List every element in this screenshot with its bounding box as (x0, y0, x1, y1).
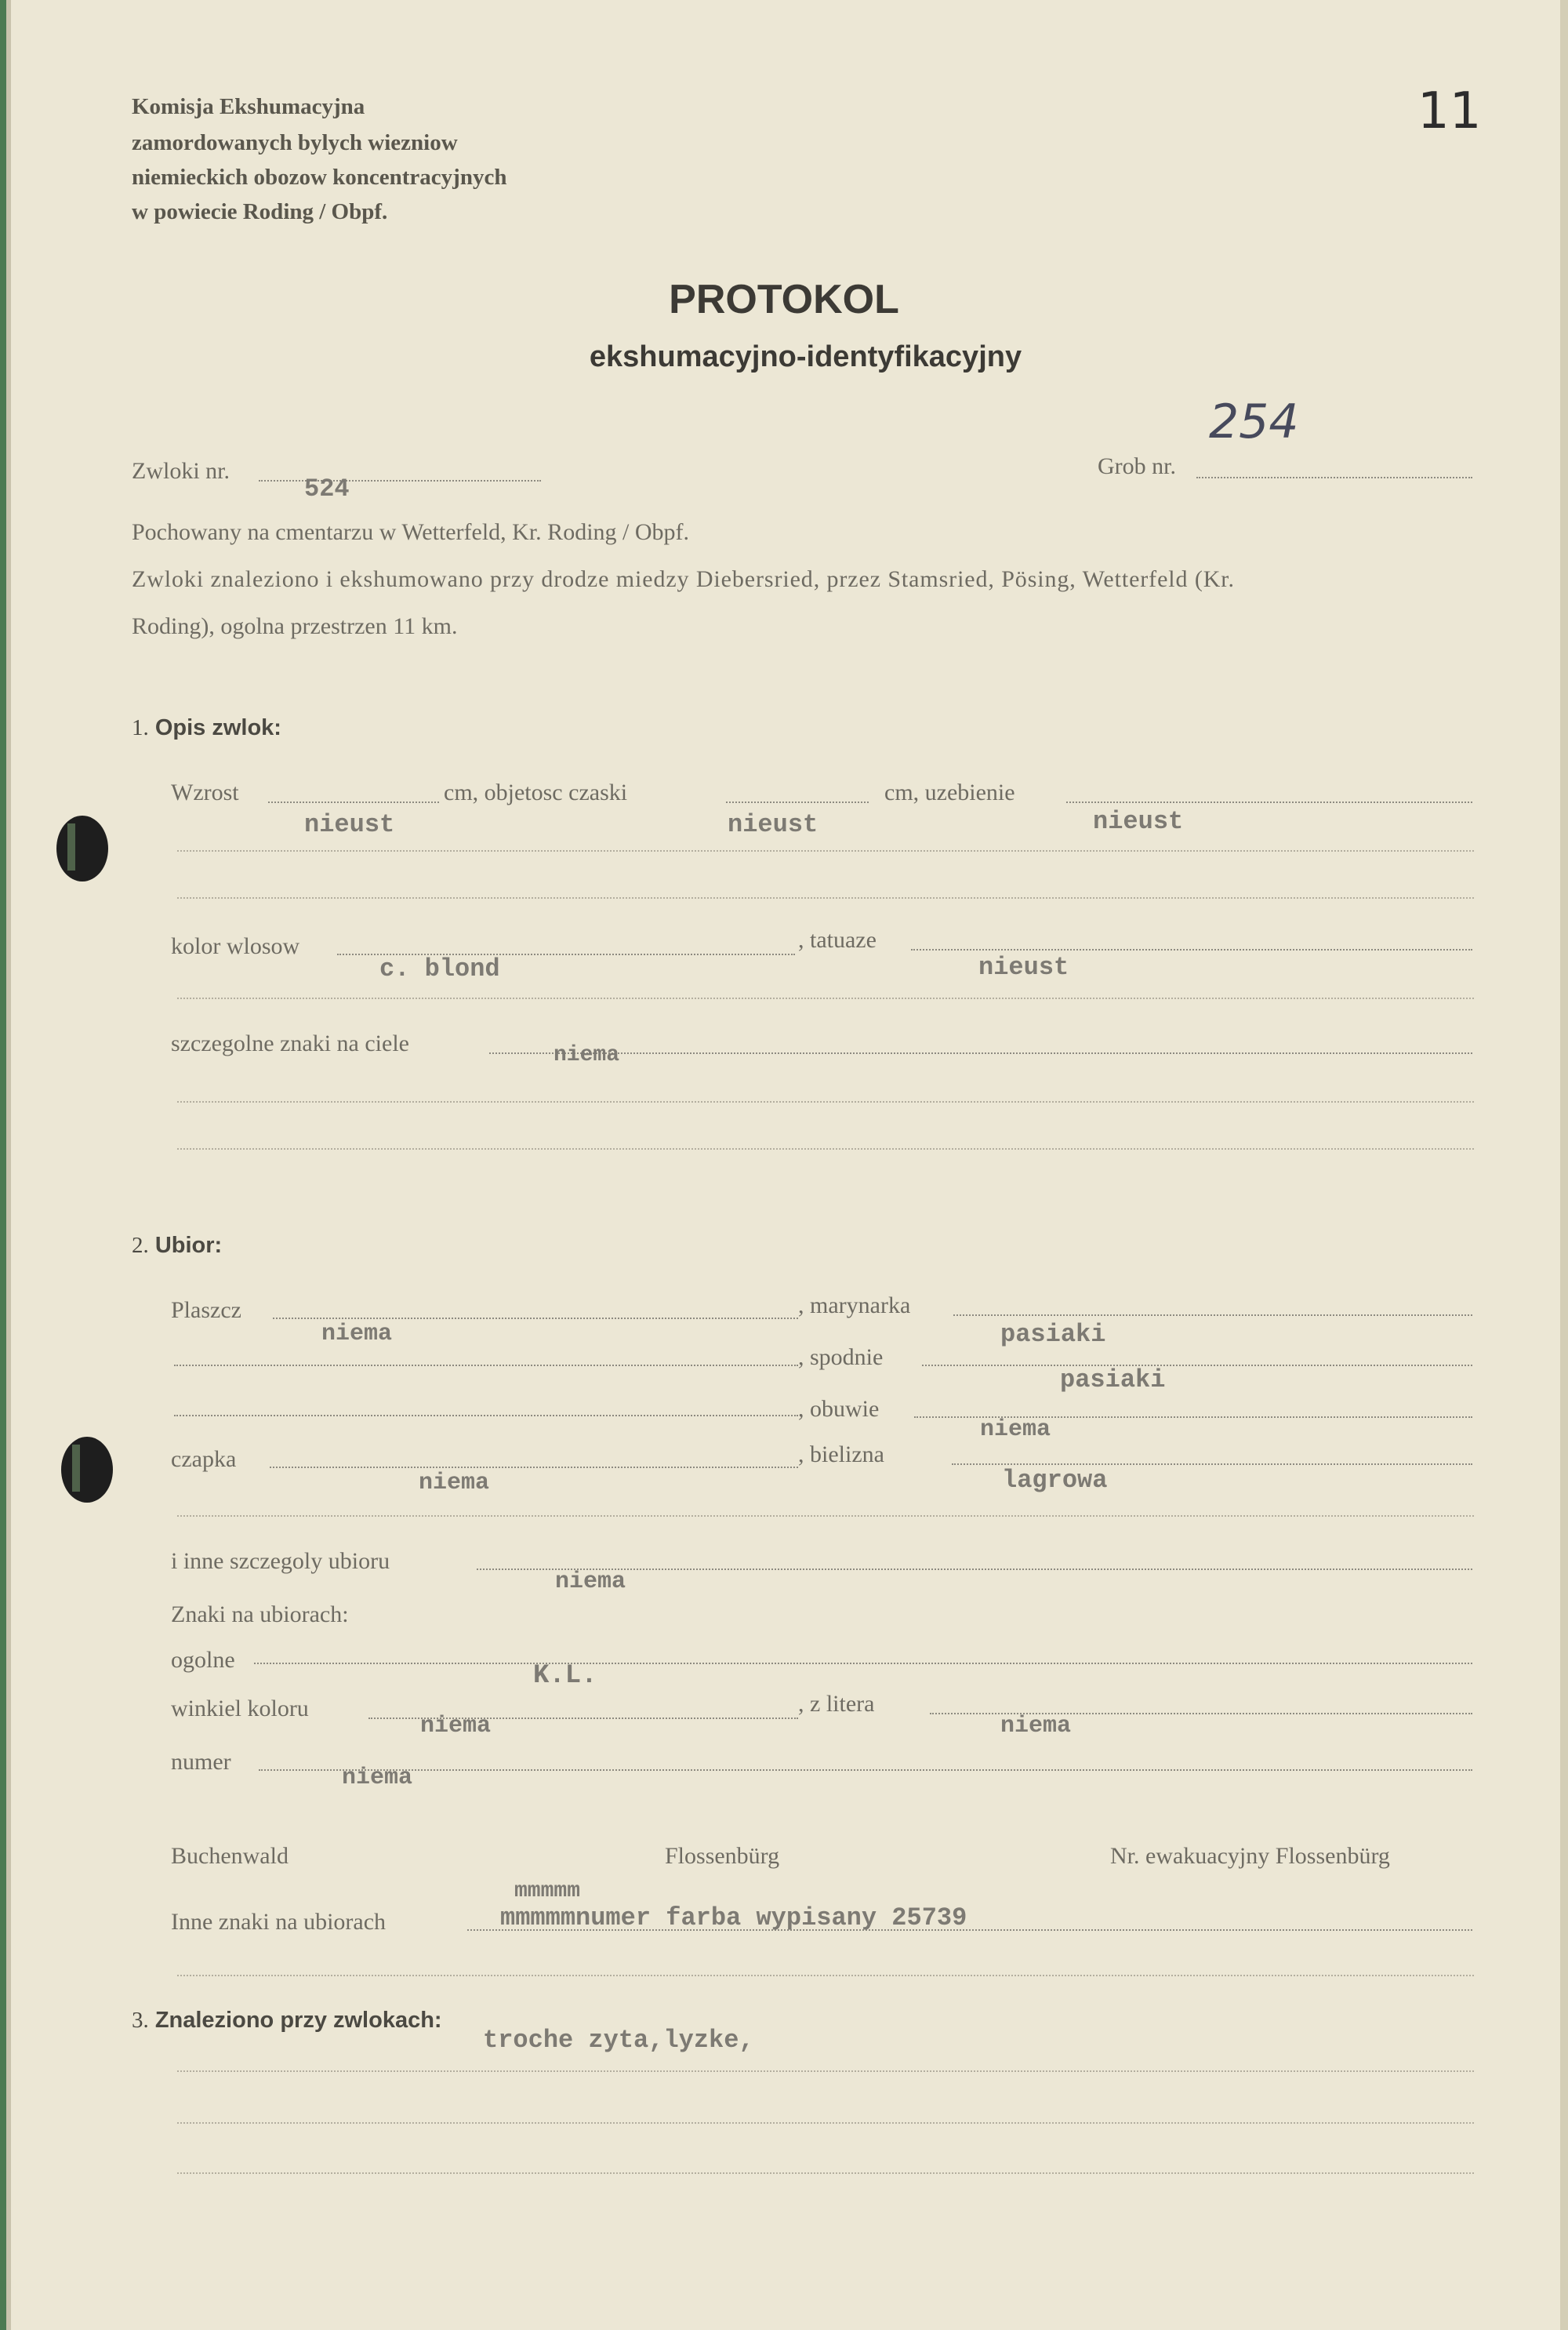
section-3-number: 3. (132, 2008, 149, 2033)
writing-rule (177, 850, 1474, 852)
numer-value: niema (342, 1765, 413, 1791)
ogolne-value: K.L. (533, 1661, 597, 1691)
ewakuacyjny-label: Nr. ewakuacyjny Flossenbürg (1110, 1843, 1390, 1869)
znaki-value: niema (554, 1043, 620, 1067)
wzrost-label: Wzrost (171, 780, 239, 805)
czapka-line (270, 1467, 798, 1468)
winkiel-value: niema (420, 1713, 492, 1739)
marynarka-line (953, 1314, 1472, 1316)
page-number: 11 (1417, 82, 1482, 140)
header-line-4: w powiecie Roding / Obpf. (132, 199, 388, 224)
litera-value: niema (1000, 1713, 1072, 1739)
section-2-heading (132, 1234, 222, 1257)
tatuaze-line (911, 949, 1472, 951)
znaleziono-value: troche zyta,lyzke, (483, 2026, 754, 2055)
znaki-label: szczegolne znaki na ciele (171, 1031, 409, 1056)
litera-label: , z litera (798, 1691, 875, 1717)
writing-rule (177, 1148, 1474, 1150)
ogolne-line (254, 1663, 1472, 1664)
flossenburg-label: Flossenbürg (665, 1843, 780, 1869)
plaszcz-value: niema (321, 1321, 393, 1347)
plaszcz-label: Plaszcz (171, 1297, 241, 1323)
section-1-number: 1. (132, 715, 149, 740)
writing-rule (177, 2122, 1474, 2124)
ubior-line (174, 1365, 798, 1366)
section-2-title: Ubior: (154, 1233, 223, 1258)
document-subtitle: ekshumacyjno-identyfikacyjny (589, 340, 1022, 373)
writing-rule (177, 1975, 1474, 1976)
writing-rule (177, 998, 1474, 999)
zwloki-value: 524 (304, 474, 350, 503)
inne-znaki-overtype: mmmmm (514, 1879, 581, 1903)
wlosy-value: c. blond (379, 954, 500, 983)
inne-szczegoly-label: i inne szczegoly ubioru (171, 1548, 390, 1574)
wzrost-value: nieust (304, 810, 395, 839)
grob-label: Grob nr. (1098, 453, 1176, 479)
document-title: PROTOKOL (669, 277, 899, 322)
czaszka-label: cm, objetosc czaski (444, 780, 628, 805)
bielizna-label: , bielizna (798, 1441, 884, 1467)
czaszka-line (726, 802, 869, 803)
obuwie-label: , obuwie (798, 1396, 880, 1422)
obuwie-value: niema (980, 1416, 1051, 1443)
czapka-value: niema (419, 1470, 490, 1496)
uzebienie-line (1066, 802, 1472, 803)
grob-line (1196, 477, 1472, 478)
inne-szczegoly-value: niema (555, 1568, 626, 1595)
marynarka-value: pasiaki (1000, 1320, 1106, 1349)
bielizna-value: lagrowa (1002, 1466, 1108, 1495)
numer-label: numer (171, 1749, 231, 1775)
wzrost-line (268, 802, 439, 803)
writing-rule (177, 2070, 1474, 2072)
inne-szczegoly-line (477, 1568, 1472, 1570)
intro-line-2: Zwloki znaleziono i ekshumowano przy drodze miedzy Diebersried, przez Stamsried, Pösing, Wetterfeld (Kr. (132, 566, 1235, 592)
numer-line (259, 1769, 1472, 1771)
czapka-label: czapka (171, 1446, 237, 1472)
writing-rule (177, 1101, 1474, 1103)
uzebienie-label: cm, uzebienie (884, 780, 1015, 805)
marynarka-label: , marynarka (798, 1292, 911, 1318)
section-3-heading (132, 2009, 442, 2032)
section-2-number: 2. (132, 1233, 149, 1258)
punch-hole-bottom (61, 1437, 113, 1503)
intro-line-3: Roding), ogolna przestrzen 11 km. (132, 613, 458, 639)
spodnie-line (922, 1365, 1472, 1366)
winkiel-label: winkiel koloru (171, 1696, 309, 1721)
spodnie-label: , spodnie (798, 1344, 884, 1370)
section-1-title: Opis zwlok: (154, 715, 281, 740)
plaszcz-line (273, 1318, 798, 1319)
section-1-heading (132, 717, 281, 740)
uzebienie-value: nieust (1093, 807, 1184, 836)
zwloki-label: Zwloki nr. (132, 458, 230, 484)
writing-rule (177, 1515, 1474, 1517)
punch-hole-top (56, 816, 108, 881)
header-line-2: zamordowanych bylych wiezniow (132, 130, 458, 155)
header-line-1: Komisja Ekshumacyjna (132, 94, 365, 119)
tatuaze-label: , tatuaze (798, 927, 877, 953)
header-line-3: niemieckich obozow koncentracyjnych (132, 165, 507, 190)
zwloki-line (259, 480, 541, 482)
znaki-line (489, 1052, 1472, 1054)
czaszka-value: nieust (728, 810, 818, 839)
intro-line-1: Pochowany na cmentarzu w Wetterfeld, Kr. Roding / Obpf. (132, 519, 690, 545)
writing-rule (177, 2172, 1474, 2174)
inne-znaki-label: Inne znaki na ubiorach (171, 1909, 387, 1935)
grob-value-handwritten: 254 (1209, 394, 1299, 449)
inne-znaki-value: mmmmmnumer farba wypisany 25739 (500, 1903, 967, 1932)
ubior-line (174, 1415, 798, 1416)
writing-rule (177, 897, 1474, 899)
buchenwald-label: Buchenwald (171, 1843, 289, 1869)
bielizna-line (952, 1463, 1472, 1465)
znaki-na-ubiorach-label: Znaki na ubiorach: (171, 1601, 349, 1627)
tatuaze-value: nieust (978, 953, 1069, 982)
wlosy-label: kolor wlosow (171, 933, 300, 959)
section-3-title: Znaleziono przy zwlokach: (154, 2008, 442, 2033)
ogolne-label: ogolne (171, 1647, 235, 1673)
spodnie-value: pasiaki (1060, 1365, 1166, 1394)
